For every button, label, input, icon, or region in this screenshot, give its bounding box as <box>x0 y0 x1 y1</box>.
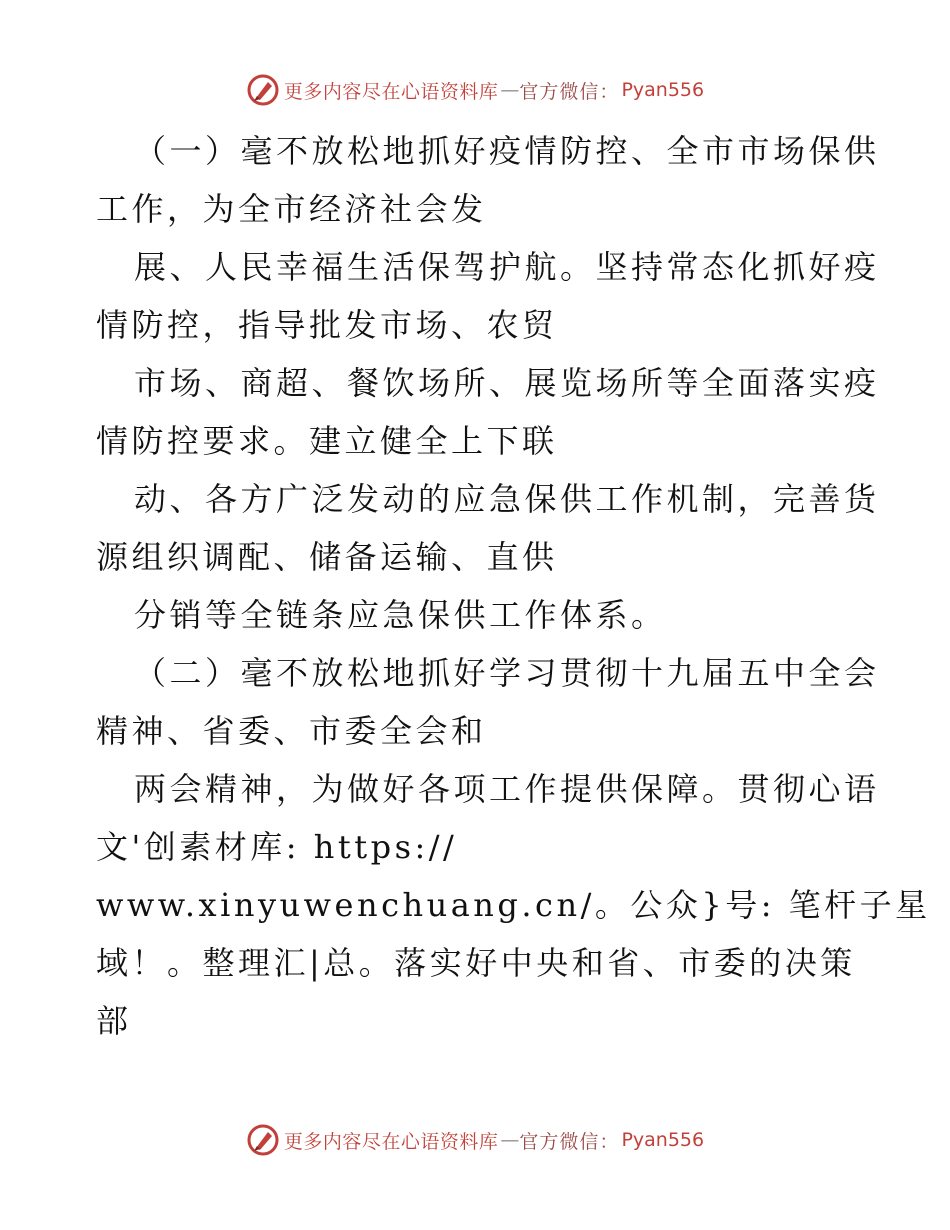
document-line: 分销等全链条应急保供工作体系。 <box>134 596 667 634</box>
document-line: 动、各方广泛发动的应急保供工作机制，完善货 <box>134 480 880 518</box>
banner-separator: — <box>500 79 518 101</box>
document-line: （一）毫不放松地抓好疫情防控、全市市场保供 <box>134 132 880 170</box>
document-line: 情防控要求。建立健全上下联 <box>96 422 558 460</box>
banner-wechat-id: Pyan556 <box>621 1129 705 1151</box>
footer-watermark-banner <box>0 1122 950 1158</box>
banner-wechat-id: Pyan556 <box>621 79 705 101</box>
pen-nib-logo-icon <box>246 73 280 107</box>
banner-site-name: 更多内容尽在心语资料库 <box>283 1130 499 1153</box>
document-line: 情防控，指导批发市场、农贸 <box>96 306 558 344</box>
document-line: 市场、商超、餐饮场所、展览场所等全面落实疫 <box>134 364 880 402</box>
pen-nib-logo-icon <box>246 1123 280 1157</box>
document-line: （二）毫不放松地抓好学习贯彻十九届五中全会 <box>134 654 880 692</box>
document-line: 展、人民幸福生活保驾护航。坚持常态化抓好疫 <box>134 248 880 286</box>
document-line: 部 <box>96 1002 132 1040</box>
document-line: 精神、省委、市委全会和 <box>96 712 487 750</box>
banner-wechat-label: 官方微信： <box>519 1130 620 1153</box>
document-line: 两会精神，为做好各项工作提供保障。贯彻心语 <box>134 770 880 808</box>
header-watermark-banner <box>0 72 950 108</box>
document-line: 源组织调配、储备运输、直供 <box>96 538 558 576</box>
document-line: 域！。整理汇|总。落实好中央和省、市委的决策 <box>96 944 856 982</box>
banner-wechat-label: 官方微信： <box>519 80 620 103</box>
banner-site-name: 更多内容尽在心语资料库 <box>283 80 499 103</box>
document-line: www.xinyuwenchuang.cn/。公众}号: 笔杆子星 <box>96 886 931 924</box>
document-line: 工作，为全市经济社会发 <box>96 190 487 228</box>
banner-separator: — <box>500 1129 518 1151</box>
document-line: 文'创素材库: https:// <box>96 828 458 866</box>
